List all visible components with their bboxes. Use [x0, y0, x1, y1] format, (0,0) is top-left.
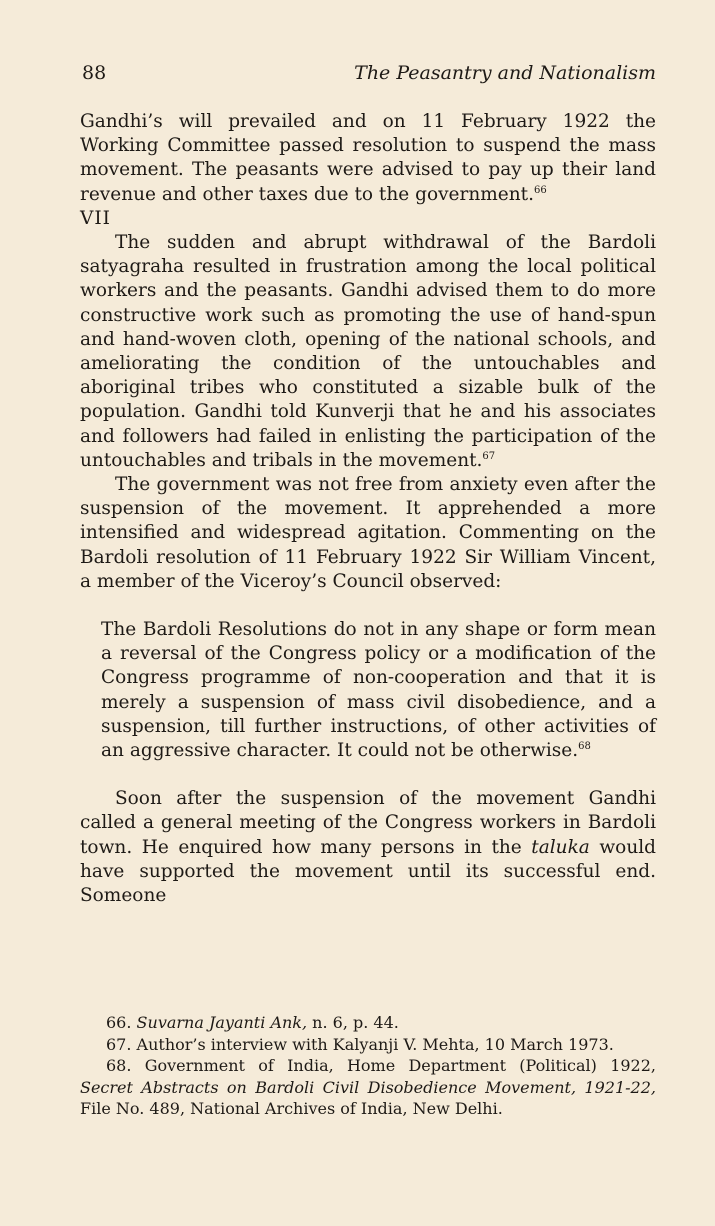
page-number: 88: [82, 62, 107, 84]
footnote-66-title: Suvarna Jayanti Ank,: [136, 1013, 308, 1032]
paragraph-1-text: Gandhi’s will prevailed and on 11 February 1922 the Working Committee passed resolution to suspend the mass movement. The peasants were advised to pay up their land revenue and other taxes due to the government.: [80, 111, 656, 205]
footnote-66-number: 66.: [106, 1013, 132, 1032]
paragraph-2-text: The sudden and abrupt withdrawal of the Bardoli satyagraha resulted in frustration among the local political workers and the peasants. Gandhi advised them to do more constructive work such as promoting the use of hand-spun and hand-woven cloth, opening of the national schools, and ameliorating the condition of the untouchables and aboriginal tribes who constituted a sizable bulk of the population. Gandhi told Kunverji that he and his associates and followers had failed in enlisting the participation of the untouchables and tribals in the movement.: [80, 232, 656, 471]
paragraph-3: The government was not free from anxiety even after the suspension of the movement. It apprehended a more intensified and widespread agitation. Commenting on the Bardoli resolution of 11 February 1922 Sir William Vincent, a member of the Viceroy’s Council observed:: [80, 474, 656, 592]
footnote-68-text-a: 68. Government of India, Home Department (Political) 1922,: [106, 1056, 656, 1075]
footnote-68: [80, 1055, 656, 1120]
paragraph-1: [80, 110, 656, 207]
block-quote-text: The Bardoli Resolutions do not in any shape or form mean a reversal of the Congress policy or a modification of the Congress programme of non-cooperation and that it is merely a suspension of mass civil disobedience, and a suspension, till further instructions, of other activities of an aggressive character. It could not be otherwise.: [101, 619, 656, 762]
paragraph-4-italic: taluka: [531, 836, 590, 858]
footnote-68-title: Secret Abstracts on Bardoli Civil Disobedience Movement, 1921-22,: [80, 1077, 656, 1097]
footnote-ref-68: 68: [578, 741, 591, 753]
footnote-67: 67. Author’s interview with Kalyanji V. Mehta, 10 March 1973.: [106, 1034, 614, 1054]
section-heading: VII: [80, 207, 111, 229]
paragraph-2: [80, 231, 656, 473]
paragraph-4: [80, 787, 656, 908]
block-quote: [101, 618, 656, 763]
footnote-68-text-b: File No. 489, National Archives of India, New Delhi.: [80, 1099, 503, 1118]
paragraph-4-text-b: would have supported the movement until its successful end. Someone: [80, 836, 656, 907]
footnote-66-rest: n. 6, p. 44.: [312, 1013, 399, 1032]
footnotes: [80, 1012, 656, 1120]
footnote-66: [80, 1012, 656, 1034]
running-title: The Peasantry and Nationalism: [354, 62, 656, 84]
paragraph-4-text-a: Soon after the suspension of the movement Gandhi called a general meeting of the Congress workers in Bardoli town. He enquired how many persons in the: [80, 788, 656, 858]
body-text: [80, 110, 656, 908]
footnote-ref-66: 66: [533, 184, 547, 196]
footnote-ref-67: 67: [482, 450, 496, 462]
page-header: [80, 62, 656, 92]
